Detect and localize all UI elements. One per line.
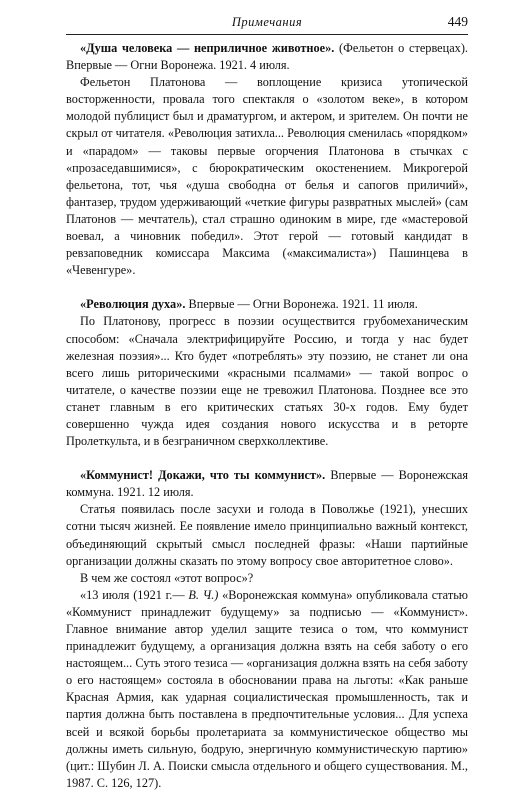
- paragraph: Фельетон Платонова — воплощение кризиса утопической восторженности, провала того спектакля о «золотом веке», в котором молодой публицист был и драматургом, и актером, и зрителем. Он почти не скрыл от читателя. «Революция затихла... Революция сменилась «порядком» и «парадом» — таковы первые огорчения Платонова в стычках с «прозаседавшимися», с бюрократическим окостенением. Микрогерой фельетона, тот, чья «душа свободна от белья и сапогов приличий», фантазер, трудом удерживающий «четкие фигуры развратных мыслей» (сам Платонов — мечтатель), стал страшно одиноким в мире, где «мастеровой воевал, а чиновник победил». Этот герой — готовый кандидат в ревзаповедник комиссара Максима («максималиста») Пашинцева в «Чевенгуре».: [66, 75, 468, 278]
- note-source: (Фельетон о стервецах). Впервые — Огни Воронежа. 1921. 4 июля.: [66, 41, 468, 73]
- paragraph: Статья появилась после засухи и голода в Поволжье (1921), унесших сотни тысяч жизней. Ее появление имело принципиально важный контекст, объединяющий скрытый смысл последней фразы: «Наши партийные организации должны сказать по этому вопросу свое авторитетное слово».: [66, 502, 468, 568]
- paragraph: В чем же состоял «этот вопрос»?: [80, 570, 254, 585]
- paragraph: [66, 587, 468, 792]
- note-source: Впервые — Огни Воронежа. 1921. 11 июля.: [185, 297, 418, 312]
- section-heading: [66, 467, 468, 501]
- running-title: Примечания: [231, 15, 303, 29]
- note-title: «Коммунист! Докажи, что ты коммунист».: [80, 468, 326, 483]
- text-run: «Воронежская коммуна» опубликовала статью «Коммунист принадлежит будущему» за подписью — «Коммунист». Главное внимание автор уделил защите тезиса о том, что коммунист принадлежит будущему, а организация должна взять на себя заботу о его настоящем... Суть этого тезиса — «организация должна взять на себя заботу о его настоящем» состояла в обосновании права на льготы: «Как раньше Красная Армия, как ударная социалистическая промышленность, так и партия должна быть поставлена в предпочтительные условия... Для успеха всей и всякой борьбы пролетариата за коммунистическое общество мы должны иметь сильную, бодрую, энергичную коммунистическую партию» (цит.: Шубин Л. А. Поиски смысла отдельного и общего существования. М., 1987. С. 126, 127).: [66, 587, 468, 790]
- paragraph: По Платонову, прогресс в поэзии осуществится грубомеханическим способом: «Сначала электрифицируйте Россию, и тогда у нас будет железная поэзия»... Кто будет «потреблять» эту поэзию, не станет ли она всего лишь риторическими «красными псалмами» — такой вопрос о читателе, о качестве поэзии еще не тревожил Платонова. Позднее все это станет главным в его критических статьях 30-х годов. Ему будет совершенно чужда идея создания нового искусства и в реторте Пролеткульта, и в безграничном сверхколлективе.: [66, 314, 468, 449]
- author-initials: В. Ч.): [188, 587, 219, 602]
- text-run: «13 июля (1921 г.—: [80, 587, 189, 602]
- running-header: [66, 12, 468, 35]
- note-source: Впервые — Воронежская коммуна. 1921. 12 июля.: [66, 468, 468, 500]
- note-title: «Душа человека — неприличное животное».: [80, 41, 335, 55]
- page-number: 449: [447, 14, 468, 29]
- section-heading: [66, 296, 468, 313]
- notes-body: [66, 40, 468, 792]
- note-title: «Революция духа».: [80, 297, 186, 312]
- section-heading: [66, 40, 468, 74]
